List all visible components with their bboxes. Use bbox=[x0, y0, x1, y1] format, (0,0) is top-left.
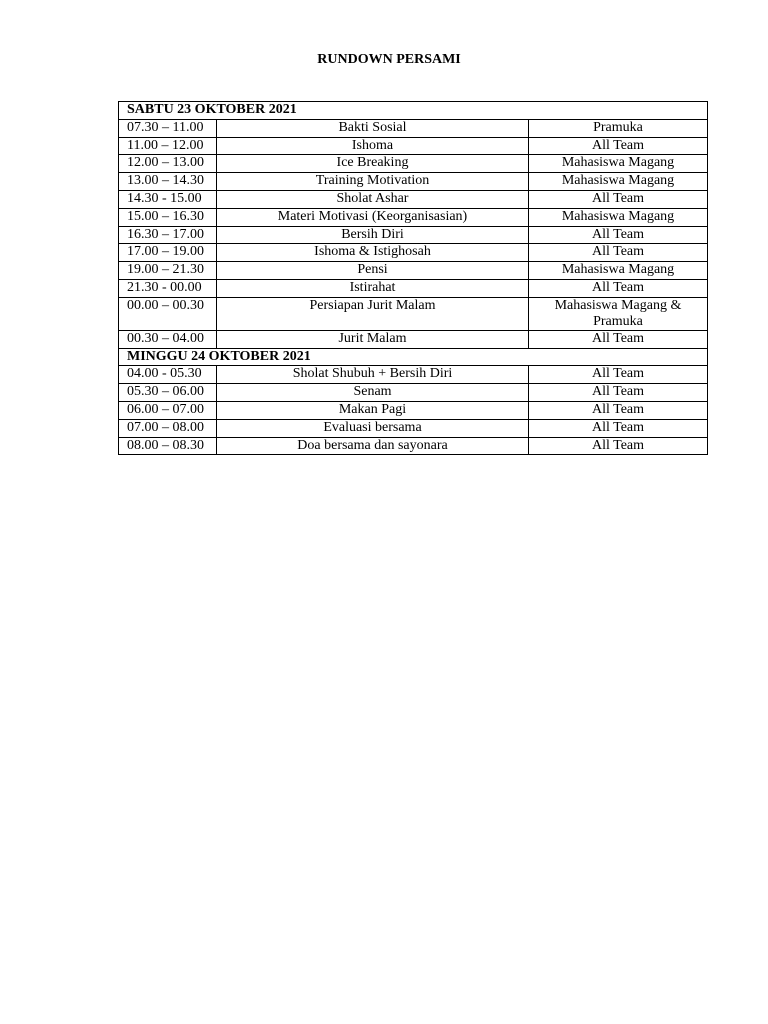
activity-cell: Makan Pagi bbox=[217, 401, 529, 419]
time-cell: 05.30 – 06.00 bbox=[119, 384, 217, 402]
activity-cell: Senam bbox=[217, 384, 529, 402]
day-header-saturday: SABTU 23 OKTOBER 2021 bbox=[119, 102, 708, 120]
activity-cell: Pensi bbox=[217, 262, 529, 280]
activity-cell: Ice Breaking bbox=[217, 155, 529, 173]
activity-cell: Bakti Sosial bbox=[217, 119, 529, 137]
table-row bbox=[119, 419, 708, 437]
table-row bbox=[119, 437, 708, 455]
day-header-row bbox=[119, 348, 708, 366]
activity-cell: Ishoma bbox=[217, 137, 529, 155]
rundown-table bbox=[118, 101, 708, 455]
time-cell: 11.00 – 12.00 bbox=[119, 137, 217, 155]
pic-cell: All Team bbox=[529, 401, 708, 419]
table-row bbox=[119, 155, 708, 173]
activity-cell: Sholat Shubuh + Bersih Diri bbox=[217, 366, 529, 384]
table-row bbox=[119, 297, 708, 330]
table-row bbox=[119, 208, 708, 226]
activity-cell: Evaluasi bersama bbox=[217, 419, 529, 437]
activity-cell: Doa bersama dan sayonara bbox=[217, 437, 529, 455]
activity-cell: Persiapan Jurit Malam bbox=[217, 297, 529, 330]
activity-cell: Ishoma & Istighosah bbox=[217, 244, 529, 262]
time-cell: 07.30 – 11.00 bbox=[119, 119, 217, 137]
day-header-row bbox=[119, 102, 708, 120]
table-row bbox=[119, 330, 708, 348]
time-cell: 04.00 - 05.30 bbox=[119, 366, 217, 384]
pic-cell: All Team bbox=[529, 419, 708, 437]
time-cell: 15.00 – 16.30 bbox=[119, 208, 217, 226]
pic-cell: All Team bbox=[529, 330, 708, 348]
table-row bbox=[119, 366, 708, 384]
time-cell: 19.00 – 21.30 bbox=[119, 262, 217, 280]
pic-cell: All Team bbox=[529, 279, 708, 297]
pic-cell: All Team bbox=[529, 384, 708, 402]
activity-cell: Bersih Diri bbox=[217, 226, 529, 244]
table-row bbox=[119, 137, 708, 155]
time-cell: 14.30 - 15.00 bbox=[119, 190, 217, 208]
table-row bbox=[119, 262, 708, 280]
table-row bbox=[119, 173, 708, 191]
table-row bbox=[119, 190, 708, 208]
pic-cell: All Team bbox=[529, 244, 708, 262]
table-row bbox=[119, 244, 708, 262]
table-row bbox=[119, 119, 708, 137]
pic-cell: Mahasiswa Magang & Pramuka bbox=[529, 297, 708, 330]
pic-cell: Mahasiswa Magang bbox=[529, 155, 708, 173]
time-cell: 21.30 - 00.00 bbox=[119, 279, 217, 297]
time-cell: 13.00 – 14.30 bbox=[119, 173, 217, 191]
pic-cell: All Team bbox=[529, 366, 708, 384]
table-row bbox=[119, 279, 708, 297]
page-title: RUNDOWN PERSAMI bbox=[317, 52, 461, 67]
activity-cell: Jurit Malam bbox=[217, 330, 529, 348]
time-cell: 07.00 – 08.00 bbox=[119, 419, 217, 437]
time-cell: 16.30 – 17.00 bbox=[119, 226, 217, 244]
table-row bbox=[119, 226, 708, 244]
pic-cell: Mahasiswa Magang bbox=[529, 173, 708, 191]
activity-cell: Materi Motivasi (Keorganisasian) bbox=[217, 208, 529, 226]
time-cell: 08.00 – 08.30 bbox=[119, 437, 217, 455]
table-row bbox=[119, 384, 708, 402]
activity-cell: Training Motivation bbox=[217, 173, 529, 191]
table-row bbox=[119, 401, 708, 419]
pic-cell: All Team bbox=[529, 190, 708, 208]
activity-cell: Sholat Ashar bbox=[217, 190, 529, 208]
pic-cell: Pramuka bbox=[529, 119, 708, 137]
pic-cell: Mahasiswa Magang bbox=[529, 208, 708, 226]
activity-cell: Istirahat bbox=[217, 279, 529, 297]
pic-cell: All Team bbox=[529, 137, 708, 155]
time-cell: 17.00 – 19.00 bbox=[119, 244, 217, 262]
pic-cell: All Team bbox=[529, 437, 708, 455]
day-header-sunday: MINGGU 24 OKTOBER 2021 bbox=[119, 348, 708, 366]
time-cell: 06.00 – 07.00 bbox=[119, 401, 217, 419]
time-cell: 00.00 – 00.30 bbox=[119, 297, 217, 330]
pic-cell: All Team bbox=[529, 226, 708, 244]
time-cell: 12.00 – 13.00 bbox=[119, 155, 217, 173]
rundown-table-body bbox=[119, 102, 708, 455]
pic-cell: Mahasiswa Magang bbox=[529, 262, 708, 280]
time-cell: 00.30 – 04.00 bbox=[119, 330, 217, 348]
